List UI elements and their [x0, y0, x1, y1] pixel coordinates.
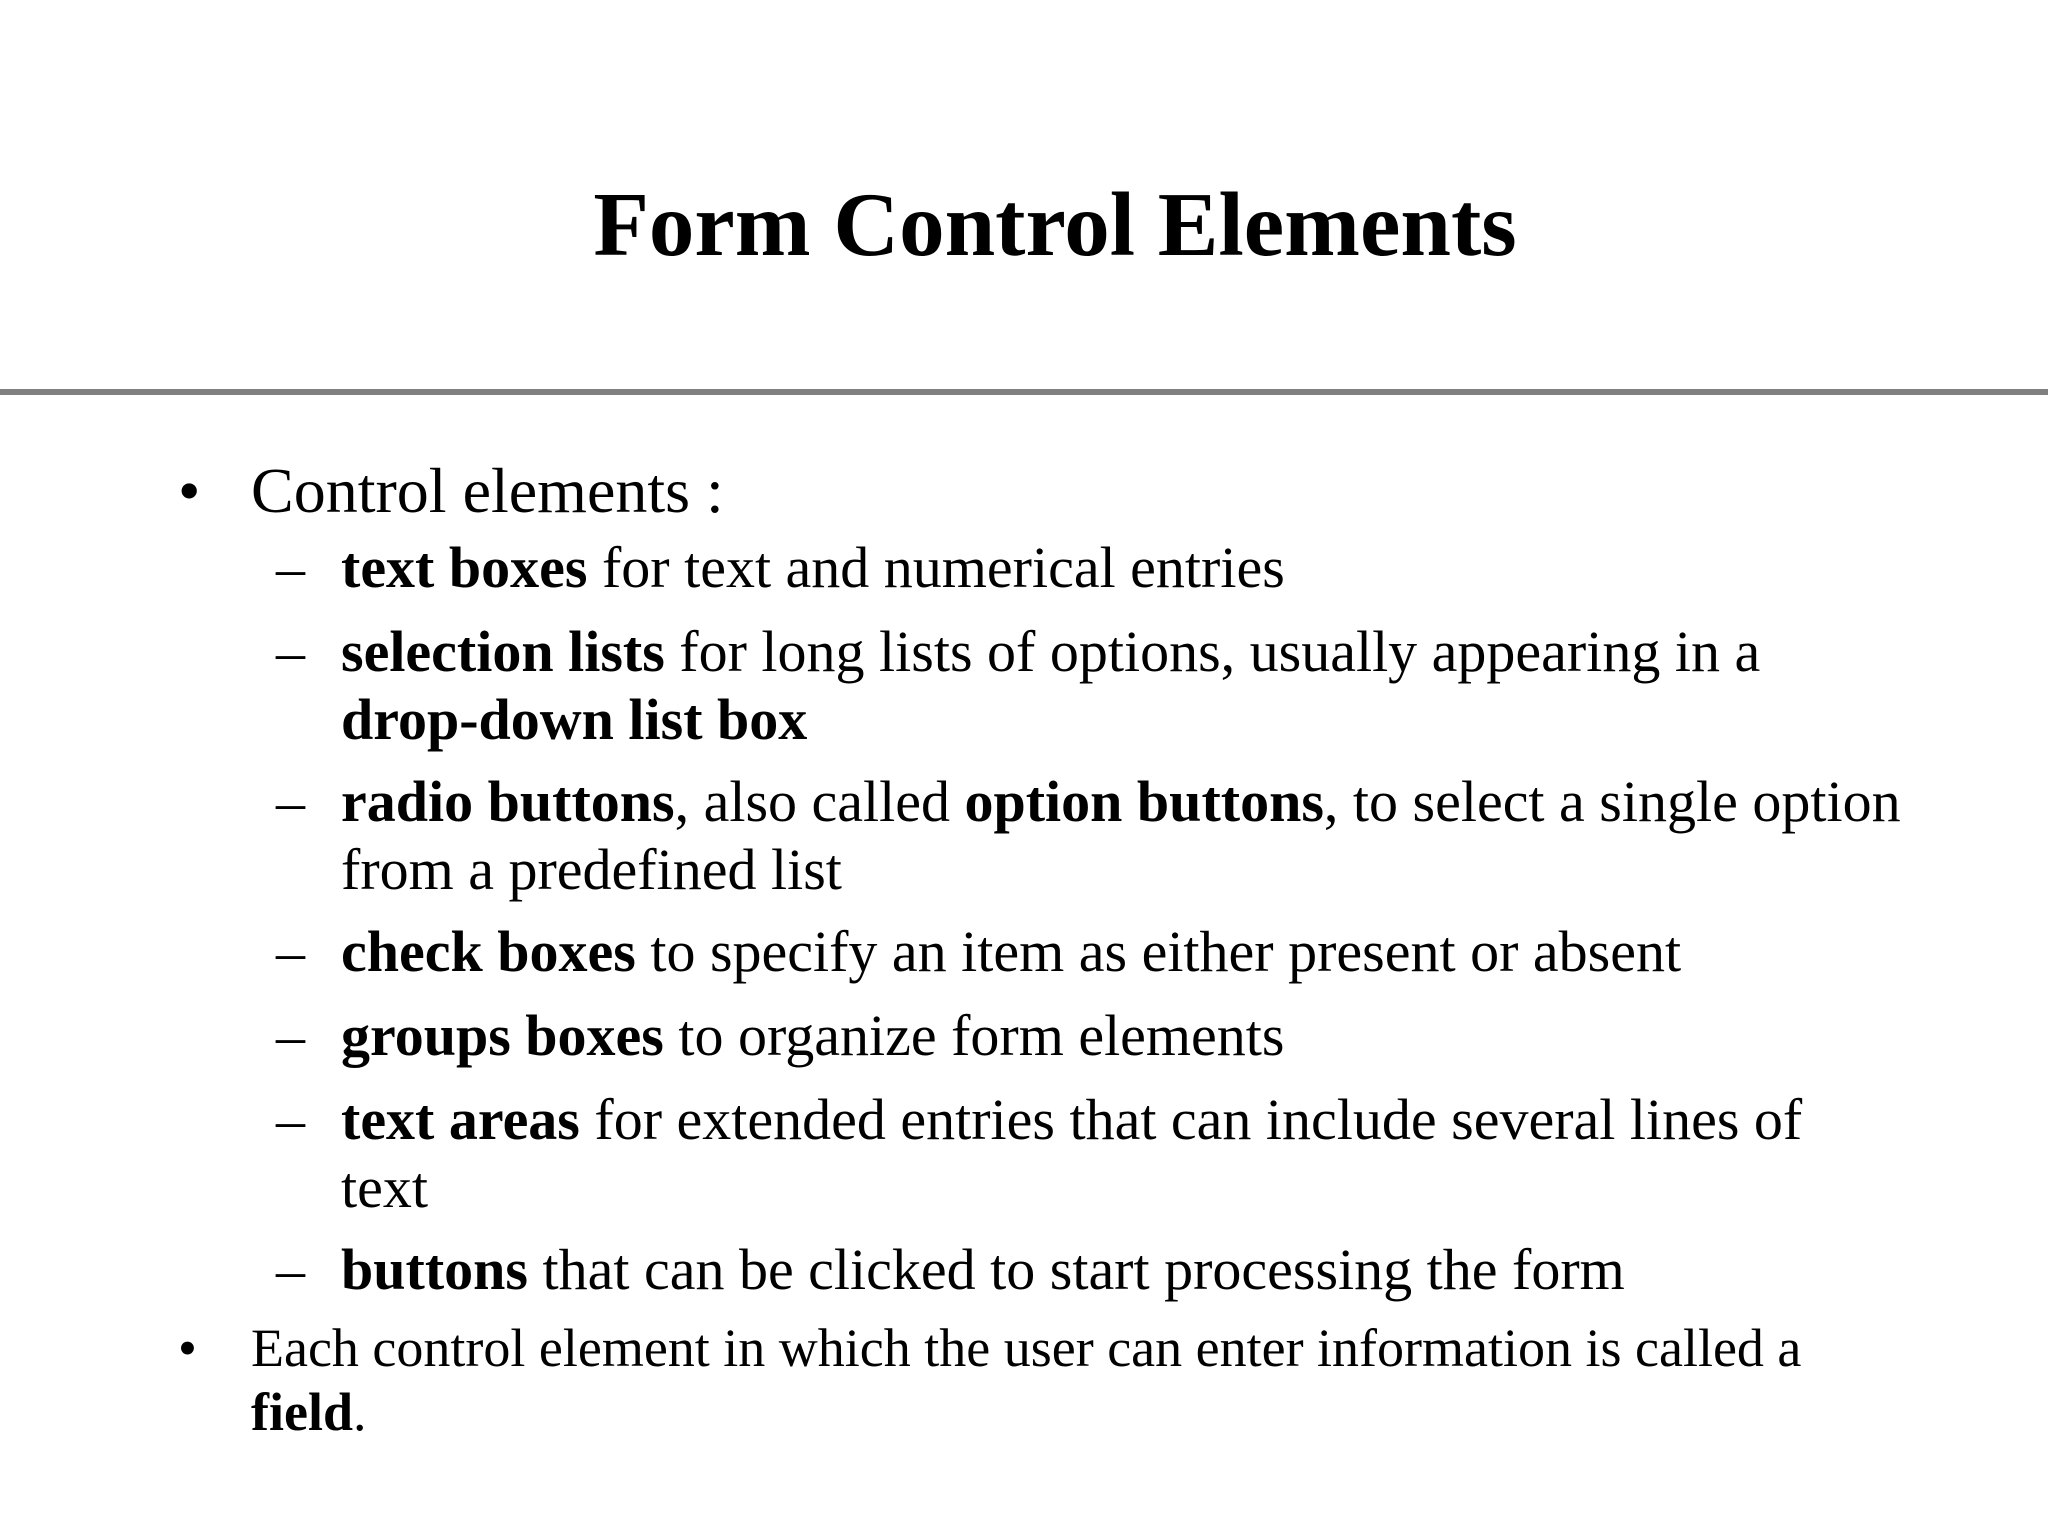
term-secondary: drop-down list box [341, 687, 808, 752]
dash-marker: – [276, 619, 305, 684]
sub-item-text [341, 534, 1901, 602]
dash-marker: – [276, 1087, 305, 1152]
bullet-text: Control elements : [251, 455, 724, 526]
sub-item-buttons [0, 1236, 2048, 1316]
sub-item-group-boxes [0, 1002, 2048, 1086]
sub-item-text [341, 918, 1901, 986]
bullet-control-elements [0, 452, 2048, 534]
sub-item-text-areas [0, 1086, 2048, 1236]
sub-item-text [341, 618, 1901, 754]
bullet-field-definition [0, 1316, 2048, 1456]
sub-item-text [341, 1236, 1901, 1304]
dash-marker: – [276, 535, 305, 600]
description: to organize form elements [663, 1003, 1285, 1068]
description-secondary: , to select a single option from a predefined list [341, 769, 1901, 902]
sub-item-text [341, 1002, 1901, 1070]
term: text boxes [341, 535, 588, 600]
sub-item-text [341, 1086, 1901, 1222]
sub-item-selection-lists [0, 618, 2048, 768]
description: for long lists of options, usually appearing in a [664, 619, 1761, 684]
dash-marker: – [276, 1003, 305, 1068]
term-secondary: option buttons [964, 769, 1324, 834]
term: radio buttons [341, 769, 675, 834]
term: text areas [341, 1087, 580, 1152]
description: for extended entries that can include several lines of text [341, 1087, 1803, 1220]
bullet-text [251, 1316, 1911, 1444]
dash-marker: – [276, 769, 305, 834]
term: check boxes [341, 919, 636, 984]
sub-item-text-boxes [0, 534, 2048, 618]
sub-item-text [341, 768, 1901, 904]
sub-item-radio-buttons [0, 768, 2048, 918]
term: selection lists [341, 619, 665, 684]
description: that can be clicked to start processing the form [527, 1237, 1625, 1302]
sub-item-check-boxes [0, 918, 2048, 1002]
definition-text: Each control element in which the user can enter information is called a [251, 1318, 1802, 1378]
description: for text and numerical entries [587, 535, 1285, 600]
dash-marker: – [276, 919, 305, 984]
description: to specify an item as either present or absent [635, 919, 1682, 984]
slide-content [0, 452, 2048, 1456]
term: buttons [341, 1237, 528, 1302]
slide-title: Form Control Elements [593, 174, 1517, 275]
title-divider [0, 389, 2048, 395]
term: field [251, 1382, 353, 1442]
bullet-marker: • [178, 1318, 197, 1378]
term: groups boxes [341, 1003, 664, 1068]
description: , also called [674, 769, 965, 834]
dash-marker: – [276, 1237, 305, 1302]
bullet-marker: • [178, 455, 201, 526]
period: . [353, 1382, 367, 1442]
